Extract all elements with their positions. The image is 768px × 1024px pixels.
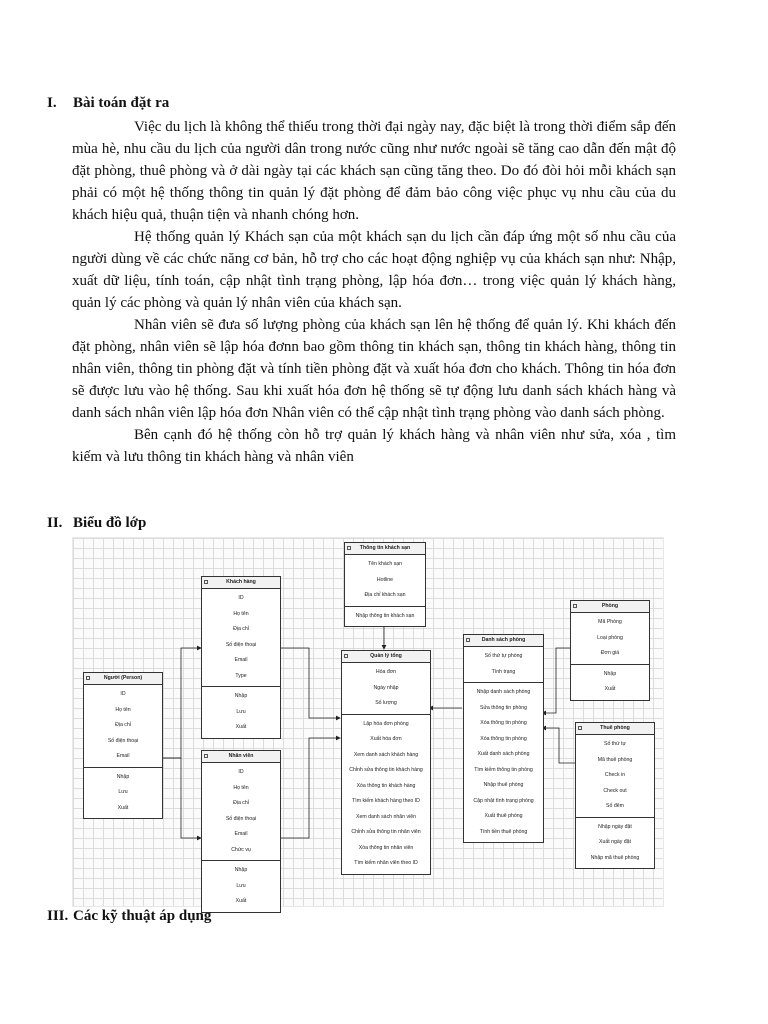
section-2-heading bbox=[47, 515, 146, 532]
class-attribute-row: Chức vụ bbox=[231, 846, 251, 853]
section-3-title: Các kỹ thuật áp dụng bbox=[73, 908, 212, 924]
class-attribute-row: Địa chỉ bbox=[233, 800, 249, 806]
class-room-list-attributes bbox=[464, 647, 543, 683]
class-manager-methods bbox=[342, 715, 430, 874]
class-method-row: Nhập bbox=[116, 773, 130, 780]
class-person bbox=[83, 672, 163, 819]
class-attribute-row: Email bbox=[116, 753, 130, 759]
paragraph-4: Bên cạnh đó hệ thống còn hỗ trợ quản lý khách hàng và nhân viên như sửa, xóa , tìm kiếm và lưu thông tin khách hàng và nhân viên bbox=[72, 427, 676, 465]
section-1-heading bbox=[47, 95, 169, 112]
class-method-row: Nhập bbox=[234, 693, 248, 699]
connector-person-employee bbox=[161, 758, 201, 838]
collapse-box-icon bbox=[204, 754, 208, 758]
class-attribute-row: Check out bbox=[603, 787, 627, 794]
class-room-title bbox=[571, 601, 649, 613]
class-attribute-row: Mã thuê phòng bbox=[597, 756, 633, 763]
paragraph-2: Hệ thống quản lý Khách sạn của một khách sạn du lịch cần đáp ứng một số nhu cầu của người dùng về các chức năng cơ bản, hỗ trợ cho các hoạt động nghiệp vụ của khách sạn như: Nhập, xuất dữ liệu, tính toán, cập nhật tình trạng phòng, lập hóa đơn… trong việc quản lý khách hàng, quản lý các phòng và quản lý nhân viên của khách sạn. bbox=[72, 229, 676, 311]
paragraph-1: Việc du lịch là không thể thiếu trong thời đại ngày nay, đặc biệt là trong thời điểm sắp đến mùa hè, nhu cầu du lịch của người dân trong nước cũng như nước ngoài sẽ tăng cao dẫn đến mật độ đặt phòng, thuê phòng và ở dài ngày tại các khách sạn cũng tăng theo. Do đó đòi hỏi mỗi khách sạn phải có một hệ thống thông tin quản lý đặt phòng để đảm bảo công việc phục vụ nhu cầu của du khách hiệu quả, thuận tiện và nhanh chóng hơn. bbox=[72, 119, 676, 223]
connector-employee-manager bbox=[279, 738, 340, 838]
class-attribute-row: Email bbox=[234, 657, 248, 663]
class-hotel-info bbox=[344, 542, 426, 627]
connector-person-customer bbox=[161, 648, 201, 758]
class-attribute-row: Số thứ tự bbox=[604, 741, 626, 747]
class-employee-title bbox=[202, 751, 280, 763]
class-attribute-row: Địa chỉ khách sạn bbox=[364, 592, 406, 598]
class-attribute-row: Họ tên bbox=[115, 706, 131, 713]
class-method-row: Tính tiền thuê phòng bbox=[479, 828, 528, 835]
class-attribute-row: Hotline bbox=[376, 576, 394, 583]
class-method-row: Xuất ngày đặt bbox=[598, 839, 631, 845]
class-attribute-row: Đơn giá bbox=[600, 650, 620, 656]
class-rental bbox=[575, 722, 655, 869]
class-attribute-row: Ngày nhập bbox=[373, 684, 399, 691]
collapse-box-icon bbox=[347, 546, 351, 550]
class-customer-methods bbox=[202, 687, 280, 738]
class-attribute-row: Mã Phòng bbox=[598, 619, 622, 625]
class-attribute-row: Loại phòng bbox=[597, 634, 623, 641]
class-method-row: Xóa thông tin khách hàng bbox=[356, 782, 416, 789]
class-method-row: Lưu bbox=[236, 882, 246, 889]
class-room-list-title bbox=[464, 635, 543, 647]
class-method-row: Tìm kiếm thông tin phòng bbox=[474, 766, 533, 773]
class-attribute-row: Số điện thoại bbox=[225, 641, 257, 648]
class-employee-methods bbox=[202, 861, 280, 912]
class-attribute-row: Check in bbox=[604, 772, 626, 778]
section-3-number: III. bbox=[47, 908, 69, 924]
class-attribute-row: Số thứ tự phòng bbox=[484, 653, 523, 659]
connector-rental-roomlist bbox=[542, 728, 575, 763]
class-attribute-row: Số lượng bbox=[375, 700, 397, 706]
class-employee-name: Nhân viên bbox=[228, 753, 254, 759]
class-customer-attributes bbox=[202, 589, 280, 687]
collapse-box-icon bbox=[344, 654, 348, 658]
class-attribute-row: Email bbox=[234, 831, 248, 837]
section-2-title: Biểu đồ lớp bbox=[73, 515, 147, 531]
class-room-list-methods bbox=[464, 683, 543, 842]
class-method-row: Xem danh sách nhân viên bbox=[356, 813, 416, 820]
class-method-row: Chỉnh sửa thông tin nhân viên bbox=[351, 829, 421, 835]
class-person-title bbox=[84, 673, 162, 685]
class-room-name: Phòng bbox=[601, 603, 619, 609]
class-hotel-info-attributes bbox=[345, 555, 425, 607]
connector-room-roomlist bbox=[542, 648, 570, 713]
class-room-attributes bbox=[571, 613, 649, 665]
section-2-number: II. bbox=[47, 515, 63, 531]
class-attribute-row: Số điện thoại bbox=[225, 815, 257, 822]
collapse-box-icon bbox=[578, 726, 582, 730]
class-employee bbox=[201, 750, 281, 913]
class-attribute-row: Họ tên bbox=[233, 784, 249, 791]
class-attribute-row: Địa chỉ bbox=[233, 626, 249, 632]
class-room bbox=[570, 600, 650, 701]
collapse-box-icon bbox=[86, 676, 90, 680]
class-hotel-info-methods bbox=[345, 607, 425, 627]
class-method-row: Lưu bbox=[236, 708, 246, 715]
class-method-row: Chỉnh sửa thông tin khách hàng bbox=[349, 767, 423, 773]
class-method-row: Tìm kiếm nhân viên theo ID bbox=[354, 860, 418, 866]
class-method-row: Nhập bbox=[603, 670, 617, 677]
class-rental-methods bbox=[576, 818, 654, 869]
class-attribute-row: Số điện thoại bbox=[107, 737, 139, 744]
class-attribute-row: Số đêm bbox=[606, 803, 624, 809]
class-method-row: Xuất bbox=[235, 898, 247, 904]
class-method-row: Nhập thông tin khách sạn bbox=[355, 612, 415, 619]
section-3-heading bbox=[47, 908, 211, 925]
class-customer bbox=[201, 576, 281, 739]
paragraph-3: Nhân viên sẽ đưa số lượng phòng của khách sạn lên hệ thống để quản lý. Khi khách đến đặt phòng, nhân viên sẽ lập hóa đơnn bao gồm thông tin khách sạn, thông tin khách hàng, thông tin nhân viên, thông tin phòng đặt và tính tiền phòng đặt và xuất hóa đơn cho khách. Thông tin hóa đơn sẽ được lưu vào hệ thống. Sau khi xuất hóa đơn hệ thống sẽ tự động lưu danh sách khách hàng và danh sách nhân viên lập hóa đơn Nhân viên có thể cập nhật tình trạng phòng vào danh sách phòng. bbox=[72, 317, 676, 421]
class-attribute-row: Địa chỉ bbox=[115, 722, 131, 728]
class-method-row: Xuất hóa đơn bbox=[370, 736, 402, 742]
class-method-row: Xuất thuê phòng bbox=[484, 813, 523, 819]
class-method-row: Nhập ngày đặt bbox=[598, 823, 632, 830]
section-1-number: I. bbox=[47, 95, 57, 111]
class-method-row: Xuất bbox=[235, 724, 247, 730]
class-customer-title bbox=[202, 577, 280, 589]
class-attribute-row: Tên khách sạn bbox=[367, 561, 403, 567]
class-method-row: Cập nhật tình trạng phòng bbox=[473, 797, 534, 804]
class-employee-attributes bbox=[202, 763, 280, 861]
class-manager-title bbox=[342, 651, 430, 663]
class-hotel-info-name: Thông tin khách sạn bbox=[359, 545, 411, 551]
class-attribute-row: Tình trạng bbox=[491, 668, 516, 675]
problem-statement bbox=[72, 116, 676, 468]
class-method-row: Nhập danh sách phòng bbox=[476, 689, 531, 695]
class-method-row: Xem danh sách khách hàng bbox=[353, 751, 419, 758]
collapse-box-icon bbox=[204, 580, 208, 584]
class-attribute-row: ID bbox=[238, 769, 244, 775]
collapse-box-icon bbox=[573, 604, 577, 608]
class-method-row: Nhập mã thuê phòng bbox=[590, 854, 640, 861]
class-rental-attributes bbox=[576, 735, 654, 818]
class-customer-name: Khách hàng bbox=[226, 579, 256, 585]
class-attribute-row: ID bbox=[238, 595, 244, 601]
class-method-row: Lập hóa đơn phòng bbox=[363, 720, 409, 727]
class-manager bbox=[341, 650, 431, 875]
class-rental-name: Thuê phòng bbox=[600, 725, 630, 731]
class-method-row: Nhập bbox=[234, 867, 248, 873]
class-attribute-row: Hóa đơn bbox=[375, 669, 397, 675]
class-method-row: Xóa thông tin phòng bbox=[480, 720, 527, 726]
class-attribute-row: Type bbox=[235, 672, 247, 679]
class-manager-name: Quản lý tổng bbox=[370, 653, 402, 659]
collapse-box-icon bbox=[466, 638, 470, 642]
class-room-methods bbox=[571, 665, 649, 700]
class-person-methods bbox=[84, 768, 162, 819]
class-method-row: Lưu bbox=[118, 789, 128, 795]
class-attribute-row: ID bbox=[120, 691, 126, 697]
class-method-row: Tìm kiếm khách hàng theo ID bbox=[352, 798, 420, 804]
class-method-row: Sửa thông tin phòng bbox=[479, 704, 528, 711]
class-diagram bbox=[72, 537, 664, 907]
class-method-row: Xuất bbox=[604, 686, 616, 692]
class-method-row: Xóa thông tin nhân viên bbox=[358, 844, 414, 851]
connector-customer-manager bbox=[279, 648, 340, 718]
class-method-row: Xuất bbox=[117, 804, 129, 811]
class-room-list bbox=[463, 634, 544, 843]
section-1-title: Bài toán đặt ra bbox=[73, 95, 170, 111]
class-person-attributes bbox=[84, 685, 162, 768]
class-hotel-info-title bbox=[345, 543, 425, 555]
class-method-row: Xuất danh sách phòng bbox=[477, 751, 530, 757]
class-manager-attributes bbox=[342, 663, 430, 715]
class-method-row: Nhập thuê phòng bbox=[483, 782, 524, 788]
class-rental-title bbox=[576, 723, 654, 735]
class-person-name: Người (Person) bbox=[103, 675, 143, 681]
class-method-row: Xóa thông tin phòng bbox=[480, 735, 527, 742]
class-room-list-name: Danh sách phòng bbox=[481, 637, 526, 643]
class-attribute-row: Họ tên bbox=[233, 610, 249, 617]
